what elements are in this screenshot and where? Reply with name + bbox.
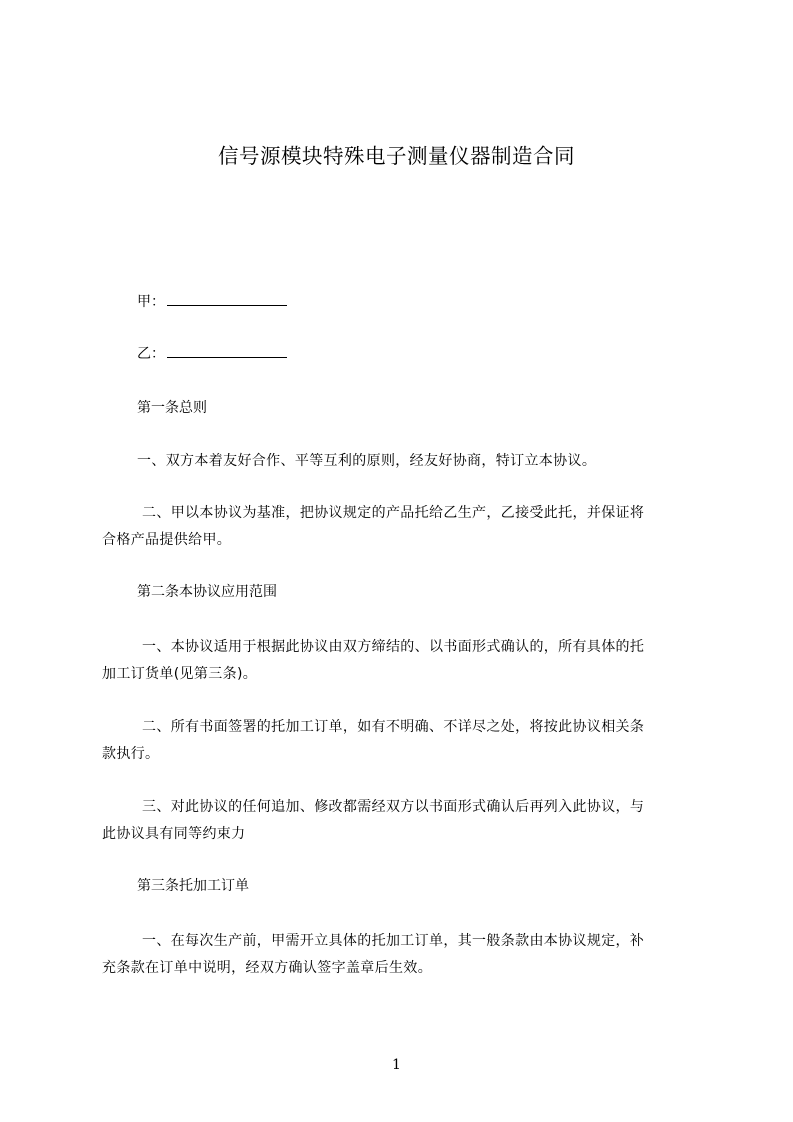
article2-clause2: [102, 714, 702, 768]
article2-heading: 第二条本协议应用范围: [137, 584, 277, 600]
party-b-blank: [167, 343, 287, 358]
party-a-label: 甲：: [137, 294, 165, 310]
article1-heading: 第一条总则: [137, 400, 207, 416]
article2-clause2-line2: 款执行。: [102, 746, 160, 762]
article1-clause1-text: 一、双方本着友好合作、平等互利的原则，经友好协商，特订立本协议。: [137, 453, 597, 469]
article2-clause2-line1: 二、所有书面签署的托加工订单，如有不明确、不详尽之处，将按此协议相关条: [142, 719, 645, 735]
party-b-line: [137, 343, 287, 364]
party-a-blank: [167, 291, 287, 306]
article1-clause2-line1: 二、甲以本协议为基准，把协议规定的产品托给乙生产，乙接受此托，并保证将: [142, 505, 645, 521]
article2-clause1: [102, 634, 702, 688]
article3-clause1-line1: 一、在每次生产前，甲需开立具体的托加工订单，其一般条款由本协议规定，补: [142, 933, 645, 949]
page-number: 1: [392, 1057, 401, 1073]
article3-clause1-line2: 充条款在订单中说明，经双方确认签字盖章后生效。: [102, 960, 433, 976]
party-b-label: 乙：: [137, 346, 165, 362]
article3-clause1: [102, 928, 702, 982]
article2-clause3: [102, 794, 702, 848]
party-a-line: [137, 291, 287, 312]
document-title: 信号源模块特殊电子测量仪器制造合同: [218, 144, 575, 168]
article2-clause1-line1: 一、本协议适用于根据此协议由双方缔结的、以书面形式确认的，所有具体的托: [142, 639, 645, 655]
article2-clause3-line1: 三、对此协议的任何追加、修改都需经双方以书面形式确认后再列入此协议，与: [142, 799, 645, 815]
article2-clause1-line2: 加工订货单(见第三条)。: [102, 666, 258, 682]
article1-clause1: [137, 448, 697, 475]
article1-clause2: [102, 500, 702, 554]
article2-clause3-line2: 此协议具有同等约束力: [102, 826, 246, 842]
article3-heading: 第三条托加工订单: [137, 878, 249, 894]
article1-clause2-line2: 合格产品提供给甲。: [102, 532, 232, 548]
